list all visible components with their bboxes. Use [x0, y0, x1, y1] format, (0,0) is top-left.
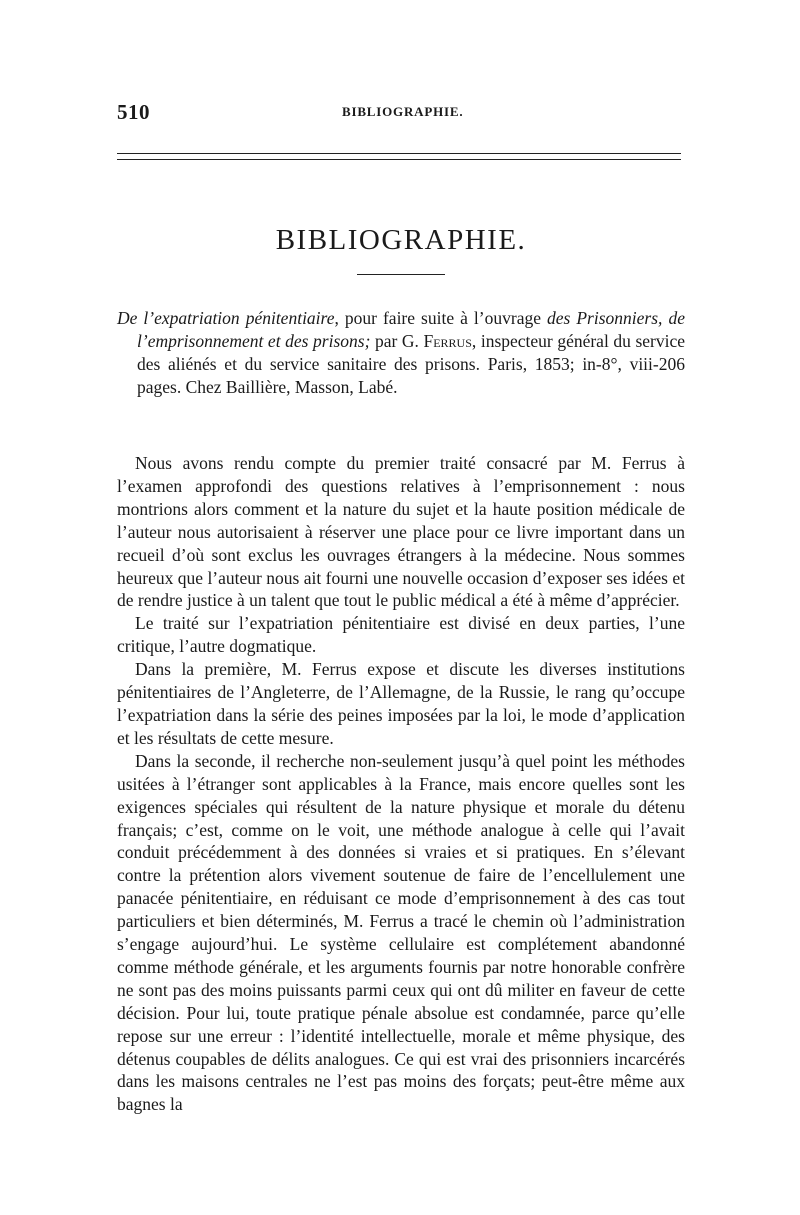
- citation-work-title: des Prisonniers, de l’emprisonnement et des prisons;: [137, 308, 685, 351]
- book-page: [117, 0, 685, 1215]
- paragraph: Le traité sur l’expatriation pénitentiaire est divisé en deux parties, l’une critique, l’autre dogmatique.: [117, 613, 685, 657]
- header-double-rule: [117, 153, 681, 160]
- citation-title: De l’expatriation pénitentiaire: [117, 308, 335, 328]
- citation-text-3: , inspecteur général du service des aliénés et du service sanitaire des prisons. Paris, 1853; in-8°, viii-206 pages. Chez Baillière, Masson, Labé.: [137, 331, 685, 397]
- citation-author: Ferrus: [423, 331, 472, 351]
- title-divider: [357, 274, 445, 275]
- review-body: [117, 452, 685, 1116]
- citation-text-1: , pour faire suite à l’ouvrage: [334, 308, 548, 328]
- bibliographic-citation: [117, 307, 685, 399]
- paragraph: Nous avons rendu compte du premier traité consacré par M. Ferrus à l’examen approfondi des questions relatives à l’emprisonnement : nous montrions alors comment et la nature du sujet et la haute position médicale de l’auteur nous autorisaient à réserver une place pour ce livre important dans un recueil d’où sont exclus les ouvrages étrangers à la médecine. Nous sommes heureux que l’auteur nous ait fourni une nouvelle occasion d’exposer ses idées et de rendre justice à un talent que tout le public médical a été à même d’apprécier.: [117, 453, 685, 611]
- running-head: [117, 100, 685, 124]
- paragraph: Dans la première, M. Ferrus expose et discute les diverses institutions pénitentiaires de l’Angleterre, de l’Allemagne, de la Russie, le rang qu’occupe l’expatriation dans la série des peines imposées par la loi, le mode d’application et les résultats de cette mesure.: [117, 659, 685, 748]
- paragraph: Dans la seconde, il recherche non-seulement jusqu’à quel point les méthodes usitées à l’étranger sont applicables à la France, mais encore quelles sont les exigences spéciales qui résultent de la nature physique et morale du détenu français; c’est, comme on le voit, une méthode analogue à celle qui l’avait conduit précédemment à des données si vraies et si pratiques. En s’élevant contre la prétention alors vivement soutenue de faire de l’encellulement une panacée pénitentiaire, en réduisant ce mode d’emprisonnement à des cas tout particuliers et bien déterminés, M. Ferrus a tracé le chemin où l’administration s’engage aujourd’hui. Le système cellulaire est complétement abandonné comme méthode générale, et les arguments fournis par notre honorable confrère ne sont pas des moins puissants parmi ceux qui ont dû militer en faveur de cette décision. Pour lui, toute pratique pénale absolue est condamnée, parce qu’elle repose sur une erreur : l’identité intellectuelle, morale et même physique, des détenus coupables de délits analogues. Ce qui est vrai des prisonniers incarcérés dans les maisons centrales ne l’est pas moins des forçats; peut-être même aux bagnes la: [117, 750, 685, 1115]
- page-number: 510: [117, 100, 150, 124]
- citation-text-2: par G.: [370, 331, 424, 351]
- running-title: BIBLIOGRAPHIE.: [342, 104, 464, 119]
- section-title: BIBLIOGRAPHIE.: [275, 224, 527, 257]
